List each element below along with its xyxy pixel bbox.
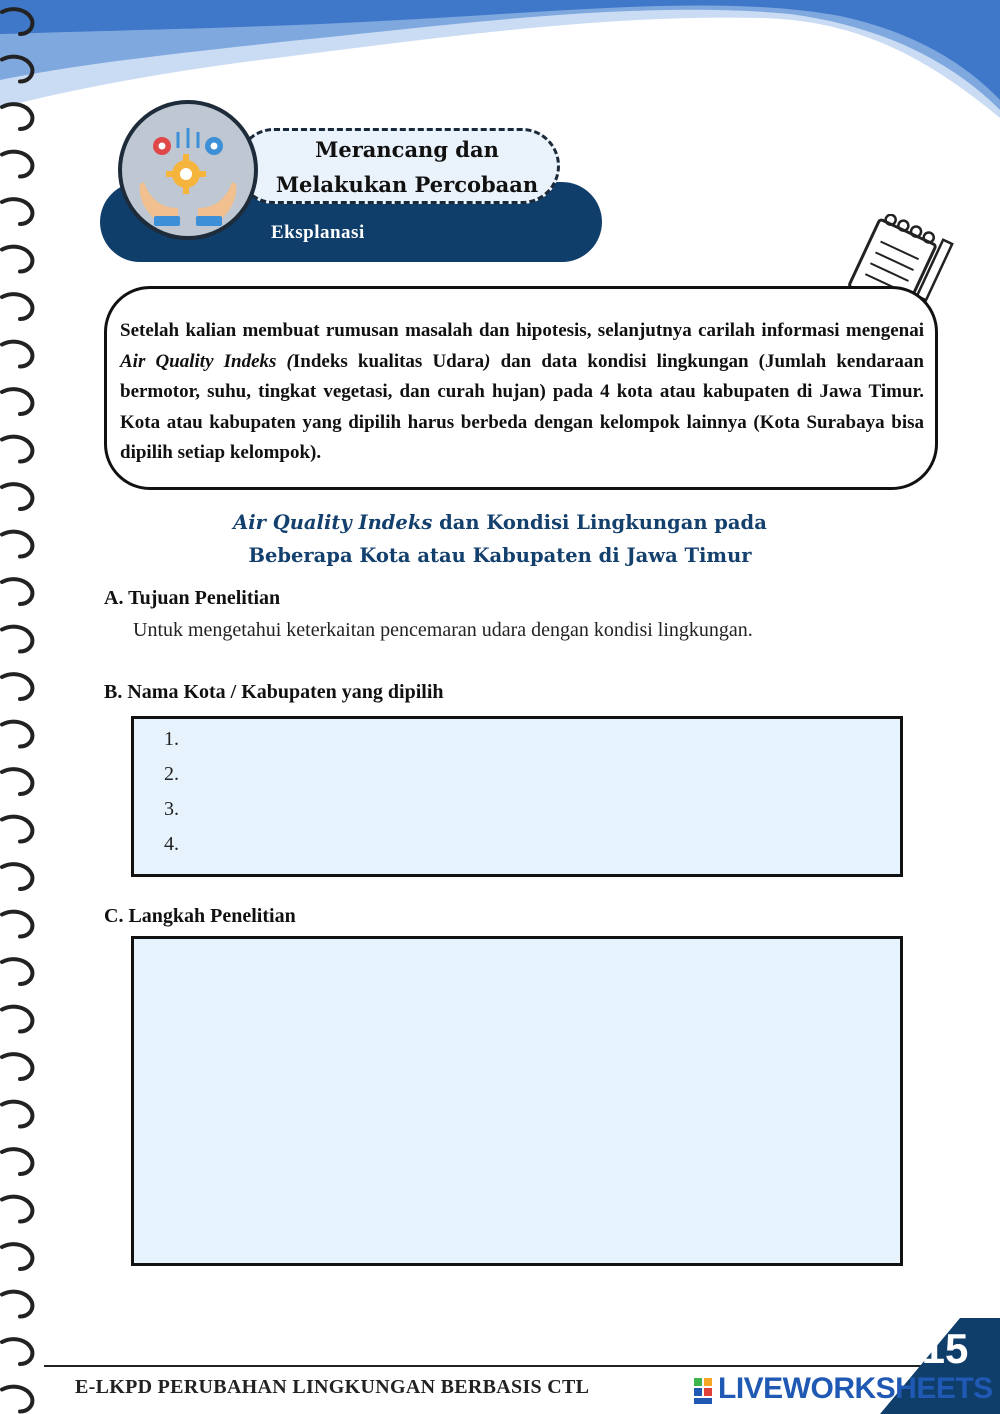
spiral-ring (2, 437, 32, 462)
spiral-ring (2, 1054, 32, 1079)
spiral-ring (2, 1007, 32, 1032)
spiral-ring (2, 342, 32, 367)
page-title-line1: Merancang dan (315, 137, 499, 162)
spiral-ring (2, 817, 32, 842)
spiral-ring (2, 104, 32, 129)
spiral-ring (2, 1102, 32, 1127)
liveworksheets-logo-icon (694, 1378, 714, 1406)
hands-gears-icon (118, 100, 258, 240)
spiral-ring (2, 152, 32, 177)
spiral-ring (2, 959, 32, 984)
city-item-4[interactable]: 4. (164, 833, 179, 855)
spiral-ring (2, 674, 32, 699)
spiral-ring (2, 722, 32, 747)
section-a-body: Untuk mengetahui keterkaitan pencemaran udara dengan kondisi lingkungan. (133, 619, 753, 641)
spiral-ring (2, 294, 32, 319)
spiral-ring (2, 484, 32, 509)
spiral-ring (2, 532, 32, 557)
spiral-ring (2, 579, 32, 604)
intro-part2: Indeks kualitas Udara (292, 350, 485, 372)
section-heading (150, 506, 850, 572)
city-item-1[interactable]: 1. (164, 728, 179, 750)
spiral-ring (2, 1197, 32, 1222)
heading-rest: dan Kondisi Lingkungan pada (432, 511, 767, 534)
section-heading-line2: Beberapa Kota atau Kabupaten di Jawa Timur (248, 544, 752, 567)
spiral-ring (2, 1339, 32, 1364)
section-heading-line1 (150, 506, 850, 539)
page-title (262, 132, 552, 202)
city-item-2[interactable]: 2. (164, 763, 179, 785)
intro-part1: Setelah kalian membuat rumusan masalah dan hipotesis, selanjutnya carilah informasi mengenai (120, 320, 924, 341)
spiral-ring (2, 389, 32, 414)
spiral-ring (2, 1292, 32, 1317)
page-number: 15 (921, 1325, 969, 1372)
footer-title: E-LKPD PERUBAHAN LINGKUNGAN BERBASIS CTL (75, 1376, 590, 1398)
section-b-label: B. Nama Kota / Kabupaten yang dipilih (104, 681, 444, 703)
footer-divider (44, 1365, 924, 1367)
spiral-ring (2, 1149, 32, 1174)
spiral-ring (2, 864, 32, 889)
spiral-ring (2, 769, 32, 794)
spiral-ring (2, 9, 32, 34)
spiral-ring (2, 627, 32, 652)
header-subtitle: Eksplanasi (271, 222, 365, 243)
intro-paragraph (120, 316, 924, 469)
section-a-label: A. Tujuan Penelitian (104, 587, 281, 609)
section-c-label: C. Langkah Penelitian (104, 905, 296, 927)
spiral-ring (2, 912, 32, 937)
spiral-ring (2, 199, 32, 224)
intro-italic2: ) (484, 350, 491, 372)
heading-italic: Air Quality Indeks (233, 511, 433, 534)
hands-gears-icon-graphic (122, 104, 254, 236)
spiral-ring (2, 1387, 32, 1412)
city-input-box[interactable] (131, 716, 903, 877)
spiral-binding (0, 0, 44, 1414)
city-item-3[interactable]: 3. (164, 798, 179, 820)
page-title-line2: Melakukan Percobaan (275, 172, 539, 197)
spiral-ring (2, 1244, 32, 1269)
spiral-ring (2, 247, 32, 272)
liveworksheets-logo-text: LIVEWORKSHEETS (718, 1372, 993, 1405)
intro-italic1: Air Quality Indeks ( (120, 350, 293, 372)
spiral-ring (2, 57, 32, 82)
research-steps-input-box[interactable] (131, 936, 903, 1266)
intro-part3: dan data kondisi lingkungan (Jumlah kendaraan bermotor, suhu, tingkat vegetasi, dan curah hujan) pada 4 kota atau kabupaten di Jawa Timur. Kota atau kabupaten yang dipilih harus berbeda dengan kelompok lainnya (Kota Surabaya bisa dipilih setiap kelompok). (120, 350, 924, 463)
